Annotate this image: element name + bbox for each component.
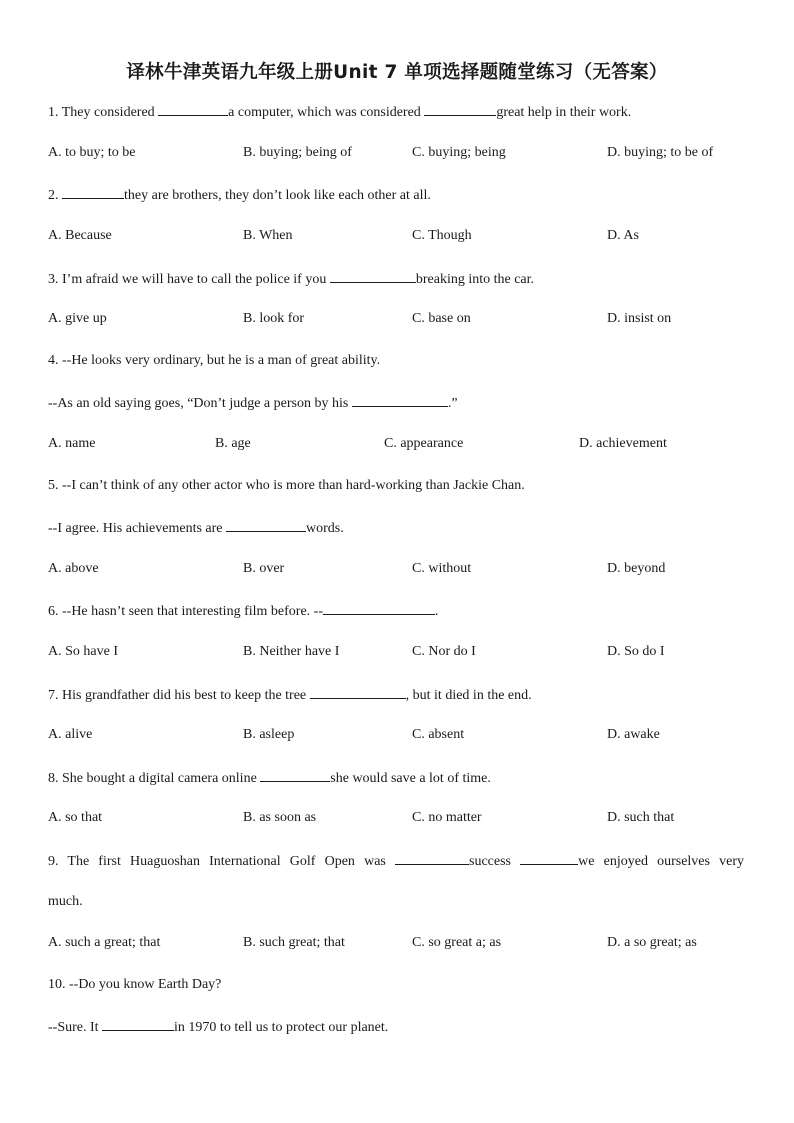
question-3-text-b: breaking into the car. <box>415 272 535 287</box>
question-6-text-a: 6. --He hasn’t seen that interesting film before. -- <box>48 604 323 619</box>
question-8-text-b: she would save a lot of time. <box>330 771 491 786</box>
question-1-text-c: great help in their work. <box>496 105 632 120</box>
question-4-reply <box>48 393 458 413</box>
question-9-stem <box>48 851 744 871</box>
question-1-option-a[interactable]: A. to buy; to be <box>48 145 136 160</box>
question-9-text-a: 9. The first Huaguoshan International Golf Open was <box>48 854 396 869</box>
question-2-blank[interactable] <box>62 185 124 199</box>
question-5-option-b[interactable]: B. over <box>243 561 285 576</box>
question-1-text-b: a computer, which was considered <box>228 105 425 120</box>
question-9-blank-2[interactable] <box>520 851 578 865</box>
question-5-text-a: 5. --I can’t think of any other actor who is more than hard-working than Jackie Chan. <box>48 478 525 493</box>
question-6-blank[interactable] <box>323 601 435 615</box>
question-3-text-a: 3. I’m afraid we will have to call the police if you <box>48 272 330 287</box>
question-4-reply-text-a: --As an old saying goes, “Don’t judge a person by his <box>48 396 352 411</box>
question-9-option-c[interactable]: C. so great a; as <box>412 935 502 950</box>
question-8-option-c[interactable]: C. no matter <box>412 810 482 825</box>
question-5-option-a[interactable]: A. above <box>48 561 99 576</box>
question-9-continuation: much. <box>48 894 83 909</box>
question-8-option-b[interactable]: B. as soon as <box>243 810 317 825</box>
question-9-text-c: we enjoyed ourselves very <box>578 854 744 869</box>
question-5-option-c[interactable]: C. without <box>412 561 472 576</box>
question-10-blank[interactable] <box>102 1017 174 1031</box>
question-2-text-b: they are brothers, they don’t look like each other at all. <box>124 188 431 203</box>
question-1-blank-1[interactable] <box>158 102 228 116</box>
question-1-blank-2[interactable] <box>424 102 496 116</box>
question-7-stem <box>48 685 532 705</box>
question-2-option-a[interactable]: A. Because <box>48 228 112 243</box>
question-9-option-a[interactable]: A. such a great; that <box>48 935 161 950</box>
question-5-reply-text-b: words. <box>306 521 344 536</box>
question-8-text-a: 8. She bought a digital camera online <box>48 771 261 786</box>
question-9-text-b: success <box>469 854 521 869</box>
question-6-option-a[interactable]: A. So have I <box>48 644 118 659</box>
question-9-blank-1[interactable] <box>395 851 469 865</box>
question-3-option-c[interactable]: C. base on <box>412 311 471 326</box>
question-1-option-b[interactable]: B. buying; being of <box>243 145 352 160</box>
question-4-text-a: 4. --He looks very ordinary, but he is a man of great ability. <box>48 353 381 368</box>
question-6-option-c[interactable]: C. Nor do I <box>412 644 476 659</box>
question-6-option-d[interactable]: D. So do I <box>607 644 665 659</box>
question-7-text-a: 7. His grandfather did his best to keep the tree <box>48 688 310 703</box>
question-9-option-b[interactable]: B. such great; that <box>243 935 345 950</box>
question-5-reply <box>48 518 344 538</box>
question-10-text-a: 10. --Do you know Earth Day? <box>48 977 222 992</box>
question-5-stem <box>48 477 525 495</box>
question-10-reply-text-a: --Sure. It <box>48 1020 103 1035</box>
question-10-stem <box>48 976 221 994</box>
question-2-text-a: 2. <box>48 188 62 203</box>
question-4-option-c[interactable]: C. appearance <box>384 436 464 451</box>
question-3-option-a[interactable]: A. give up <box>48 311 107 326</box>
question-2-option-d[interactable]: D. As <box>607 228 639 243</box>
question-6-text-b: . <box>434 604 439 619</box>
question-6-stem <box>48 601 438 621</box>
question-10-reply <box>48 1017 388 1037</box>
question-7-text-b: , but it died in the end. <box>405 688 532 703</box>
question-7-option-a[interactable]: A. alive <box>48 727 93 742</box>
question-7-option-c[interactable]: C. absent <box>412 727 465 742</box>
question-10-reply-text-b: in 1970 to tell us to protect our planet. <box>174 1020 389 1035</box>
question-2-option-b[interactable]: B. When <box>243 228 293 243</box>
question-3-blank[interactable] <box>330 269 416 283</box>
question-1-stem <box>48 102 631 122</box>
question-6-option-b[interactable]: B. Neither have I <box>243 644 340 659</box>
question-8-option-a[interactable]: A. so that <box>48 810 103 825</box>
question-7-option-b[interactable]: B. asleep <box>243 727 295 742</box>
question-8-blank[interactable] <box>260 768 330 782</box>
question-4-option-b[interactable]: B. age <box>215 436 251 451</box>
question-1-text-a: 1. They considered <box>48 105 159 120</box>
question-5-blank[interactable] <box>226 518 306 532</box>
question-8-option-d[interactable]: D. such that <box>607 810 675 825</box>
question-9-option-d[interactable]: D. a so great; as <box>607 935 697 950</box>
question-4-reply-text-b: .” <box>447 396 458 411</box>
question-4-option-d[interactable]: D. achievement <box>579 436 667 451</box>
question-2-option-c[interactable]: C. Though <box>412 228 472 243</box>
question-8-stem <box>48 768 491 788</box>
question-4-option-a[interactable]: A. name <box>48 436 96 451</box>
question-1-option-c[interactable]: C. buying; being <box>412 145 506 160</box>
question-4-blank[interactable] <box>352 393 448 407</box>
page-title: 译林牛津英语九年级上册Unit 7 单项选择题随堂练习（无答案） <box>126 62 668 83</box>
question-3-stem <box>48 269 534 289</box>
question-5-option-d[interactable]: D. beyond <box>607 561 666 576</box>
question-3-option-d[interactable]: D. insist on <box>607 311 672 326</box>
question-5-reply-text-a: --I agree. His achievements are <box>48 521 227 536</box>
question-7-option-d[interactable]: D. awake <box>607 727 660 742</box>
question-1-option-d[interactable]: D. buying; to be of <box>607 145 714 160</box>
question-2-stem <box>48 185 431 205</box>
question-4-stem <box>48 352 380 370</box>
question-7-blank[interactable] <box>310 685 406 699</box>
question-3-option-b[interactable]: B. look for <box>243 311 305 326</box>
